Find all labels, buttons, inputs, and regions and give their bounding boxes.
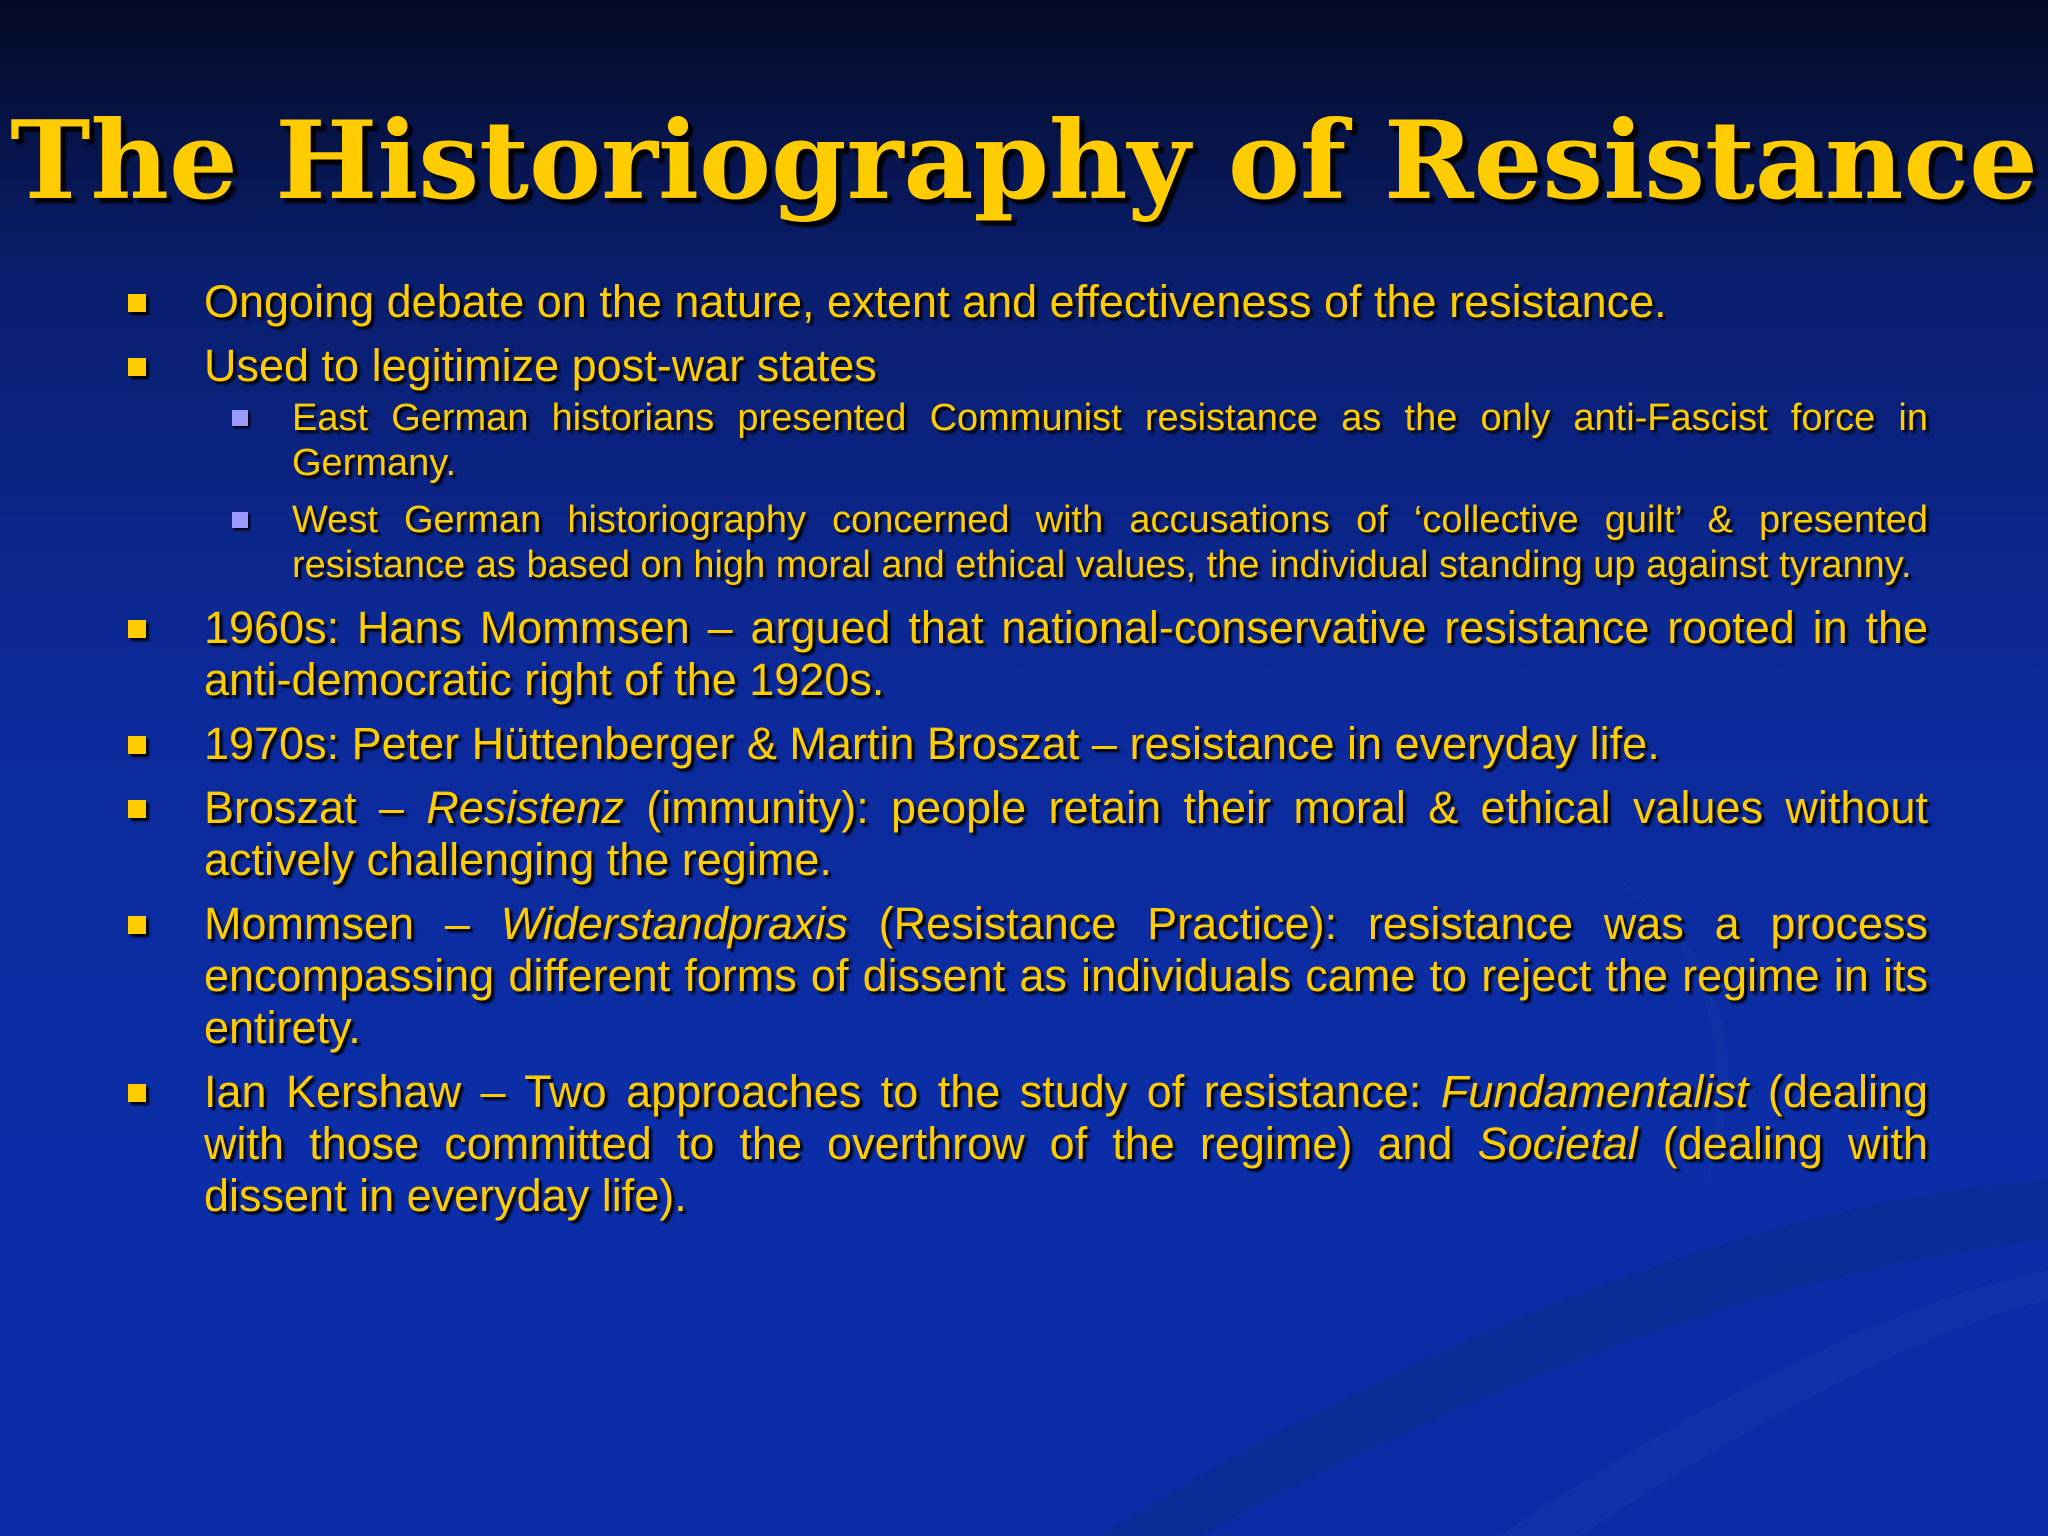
bullet-item [128,718,1928,770]
slide-title: The Historiography of Resistance [10,98,2038,224]
bullet-text-prefix: Broszat – [204,782,427,833]
bullet-item [128,602,1928,706]
bullet-term: Widerstandpraxis [500,898,848,949]
bullet-text-suffix: (dealing with dissent in everyday life). [204,1118,1928,1221]
square-bullet-icon [128,358,146,376]
bullet-item [128,340,1928,392]
bullet-text-suffix: (Resistance Practice): resistance was a process encompassing different forms of dissent as individuals came to reject the regime in its entirety. [204,898,1928,1053]
bullet-text: 1970s: Peter Hüttenberger & Martin Broszat – resistance in everyday life. [204,718,1660,769]
bullet-term: Resistenz [426,782,624,833]
square-bullet-icon [128,620,146,638]
sub-bullet-text: East German historians presented Communist resistance as the only anti-Fascist force in Germany. [292,397,1928,484]
sub-bullet-list [128,396,1928,588]
bullet-text-suffix: (immunity): people retain their moral & ethical values without actively challenging the regime. [204,782,1928,885]
bullet-text-middle: (dealing with those committed to the overthrow of the regime) and [204,1066,1928,1169]
sub-bullet-item [292,498,1928,588]
sub-bullet-text: West German historiography concerned with accusations of ‘collective guilt’ & presented resistance as based on high moral and ethical values, the individual standing up against tyranny. [292,499,1928,586]
bullet-text: Ongoing debate on the nature, extent and effectiveness of the resistance. [204,276,1667,327]
bullet-item [128,1066,1928,1222]
bullet-term-2: Societal [1477,1118,1638,1169]
square-sub-bullet-icon [232,512,248,528]
square-sub-bullet-icon [232,410,248,426]
bullet-item [128,276,1928,328]
sub-bullet-item [292,396,1928,486]
bullet-text-prefix: Ian Kershaw – Two approaches to the study of resistance: [204,1066,1441,1117]
square-bullet-icon [128,294,146,312]
square-bullet-icon [128,1084,146,1102]
bullet-item [128,782,1928,886]
bullet-text: Used to legitimize post-war states [204,340,877,391]
bullet-text: 1960s: Hans Mommsen – argued that national-conservative resistance rooted in the anti-democratic right of the 1920s. [204,602,1928,705]
square-bullet-icon [128,736,146,754]
square-bullet-icon [128,800,146,818]
bullet-list [128,276,1928,1234]
bullet-term: Fundamentalist [1440,1066,1749,1117]
square-bullet-icon [128,916,146,934]
bullet-item [128,898,1928,1054]
bullet-text-prefix: Mommsen – [204,898,501,949]
